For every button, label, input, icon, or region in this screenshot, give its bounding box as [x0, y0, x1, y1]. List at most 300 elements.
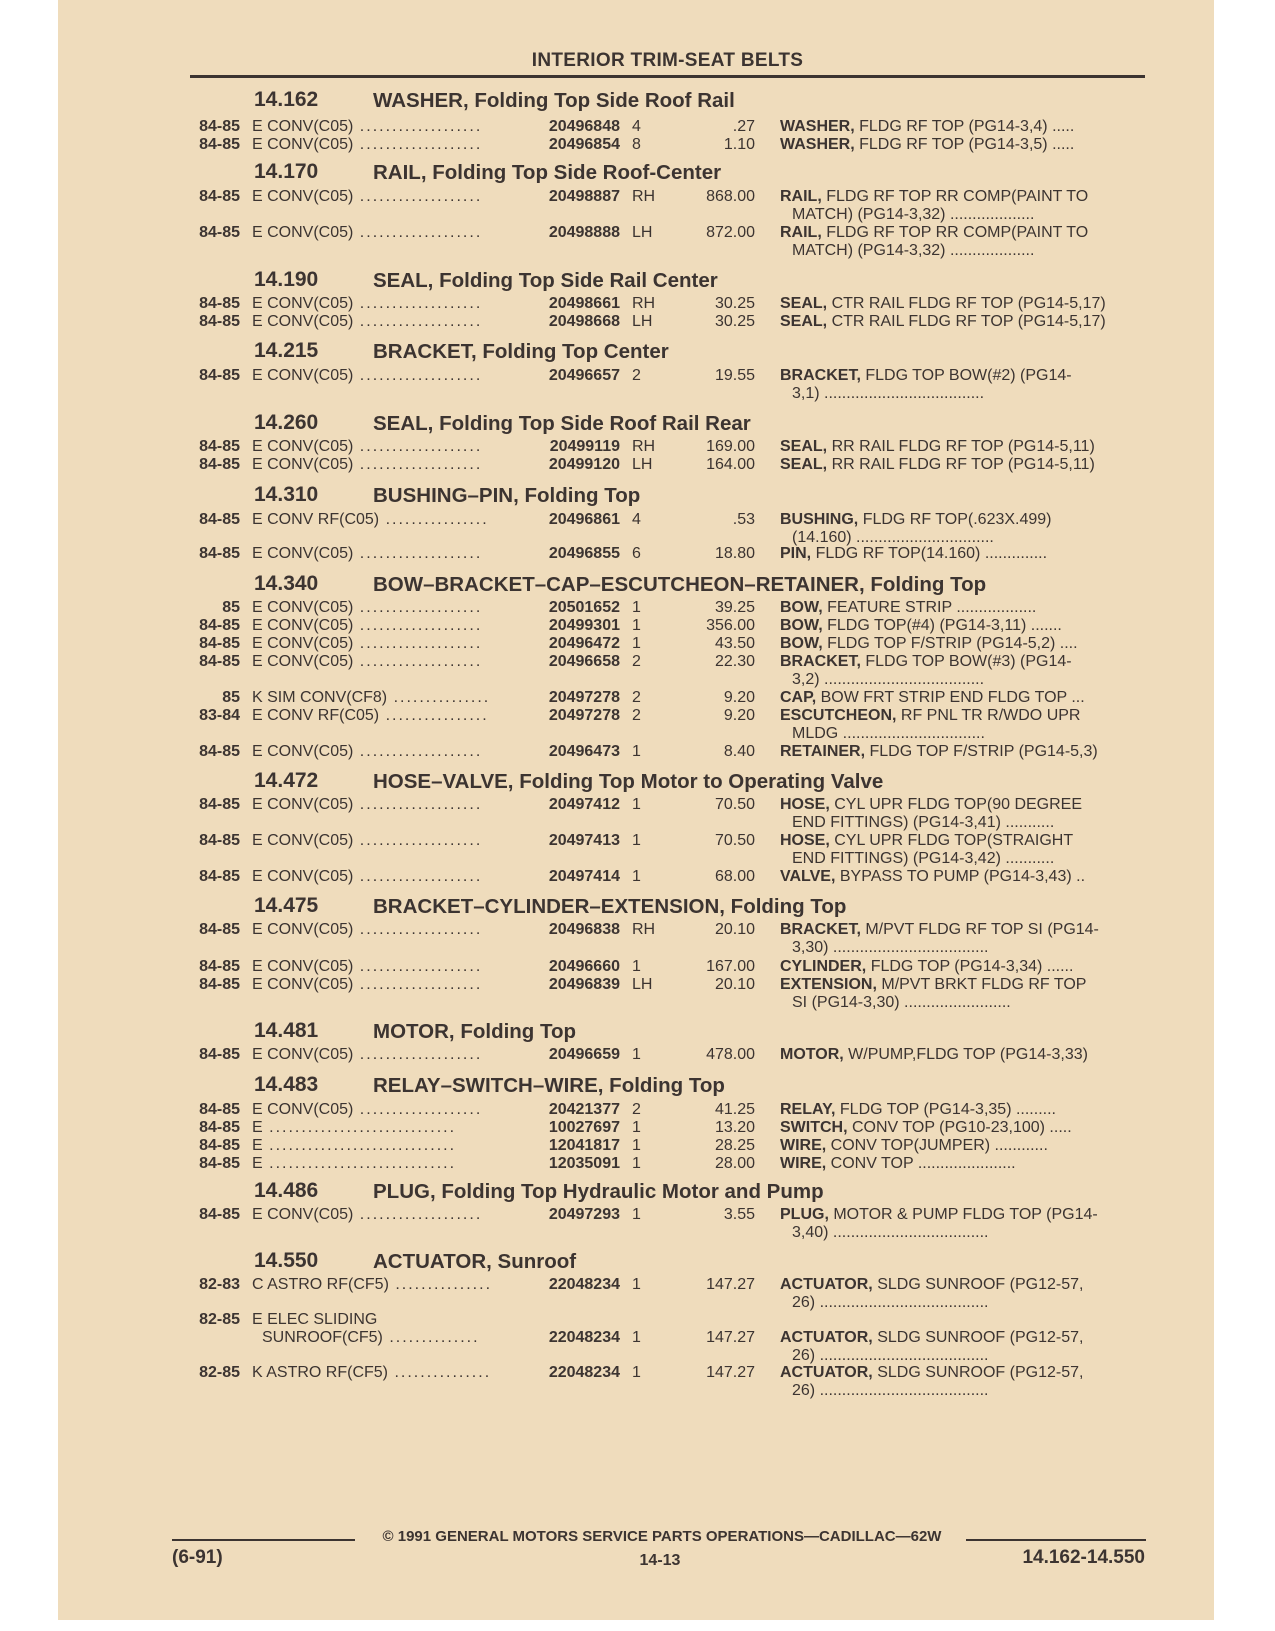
model-code	[252, 456, 522, 474]
part-description	[780, 635, 1140, 653]
description-key: CYLINDER,	[780, 958, 867, 975]
model-code-text: E	[252, 1137, 263, 1154]
model-code	[252, 958, 522, 976]
list-price: 169.00	[706, 438, 755, 455]
part-description	[780, 118, 1140, 136]
part-description	[780, 832, 1140, 850]
section-title-noun: MOTOR,	[373, 1020, 455, 1043]
part-number: 20499301	[548, 617, 620, 634]
leader-dots: ...................	[353, 868, 483, 885]
part-number: 20496658	[548, 653, 620, 670]
section-title-noun: BRACKET,	[373, 340, 477, 363]
model-code	[252, 118, 522, 136]
section-title	[373, 269, 718, 293]
part-row	[0, 1206, 1275, 1226]
description-continuation: END FITTINGS) (PG14-3,41) ...........	[792, 814, 1055, 831]
section-title-noun: BRACKET–CYLINDER–EXTENSION,	[373, 895, 725, 918]
quantity: RH	[632, 921, 656, 938]
part-row	[0, 511, 1275, 531]
list-price: 9.20	[723, 707, 755, 724]
footer-revision: (6-91)	[172, 1547, 223, 1568]
model-code-line1: E ELEC SLIDING	[252, 1311, 378, 1328]
model-years: 84-85	[199, 976, 240, 993]
part-number: 20498661	[548, 295, 620, 312]
part-number: 20501652	[548, 599, 620, 616]
part-number: 22048234	[548, 1276, 620, 1293]
section-title-rest: Folding Top	[460, 1020, 577, 1043]
page-title: INTERIOR TRIM-SEAT BELTS	[531, 50, 804, 71]
description-text: CONV TOP ......................	[830, 1155, 1016, 1172]
quantity: RH	[632, 295, 656, 312]
model-years: 84-85	[199, 617, 240, 634]
description-text: SLDG SUNROOF (PG12-57,	[877, 1364, 1084, 1381]
list-price: 147.27	[706, 1364, 755, 1381]
description-key: ACTUATOR,	[780, 1364, 873, 1381]
list-price: 147.27	[706, 1329, 755, 1346]
description-key: BOW,	[780, 617, 823, 634]
model-code	[252, 599, 522, 617]
list-price: 868.00	[706, 188, 755, 205]
model-code-text: E CONV(C05)	[252, 1101, 354, 1118]
model-code-text: E CONV(C05)	[252, 367, 354, 384]
part-number: 20499120	[548, 456, 620, 473]
part-number: 20497412	[548, 796, 620, 813]
description-key: WIRE,	[780, 1155, 827, 1172]
leader-dots: ...................	[353, 958, 483, 975]
description-text: FLDG TOP BOW(#3) (PG14-	[865, 653, 1072, 670]
model-years: 84-85	[199, 1155, 240, 1172]
description-key: WIRE,	[780, 1137, 827, 1154]
description-key: PLUG,	[780, 1206, 829, 1223]
description-continuation: 26) ......................................	[792, 1294, 989, 1311]
model-years: 84-85	[199, 832, 240, 849]
description-continuation: 26) ......................................	[792, 1382, 989, 1399]
part-row	[0, 1137, 1275, 1157]
model-code-text: E CONV(C05)	[252, 832, 354, 849]
section-title	[373, 1074, 725, 1098]
description-text: RF PNL TR R/WDO UPR	[900, 707, 1081, 724]
leader-dots: ...................	[353, 224, 483, 241]
section-number: 14.162	[254, 88, 319, 111]
leader-dots: ...................	[353, 921, 483, 938]
leader-dots: ................	[379, 707, 489, 724]
part-description	[780, 976, 1140, 994]
list-price: 70.50	[714, 796, 755, 813]
leader-dots: ...................	[353, 599, 483, 616]
leader-dots: ...................	[353, 456, 483, 473]
section-title-rest: Folding Top	[609, 1074, 725, 1097]
leader-dots: ...................	[353, 617, 483, 634]
description-continuation: 3,30) ...................................	[792, 939, 989, 956]
part-description	[780, 188, 1140, 206]
quantity: LH	[632, 224, 653, 241]
model-code-text: E CONV(C05)	[252, 599, 354, 616]
section-title	[373, 1250, 576, 1274]
model-code-text: E CONV(C05)	[252, 868, 354, 885]
quantity: RH	[632, 438, 656, 455]
model-code-text: E CONV(C05)	[252, 958, 354, 975]
section-title-noun: WASHER,	[373, 89, 469, 112]
leader-dots: ...................	[353, 635, 483, 652]
part-description	[780, 689, 1140, 707]
description-text: FLDG RF TOP RR COMP(PAINT TO	[826, 224, 1089, 241]
model-years: 83-84	[199, 707, 240, 724]
quantity: 2	[632, 1101, 641, 1118]
leader-dots: .............................	[262, 1119, 457, 1136]
quantity: 1	[632, 1119, 641, 1136]
section-title-rest: Folding Top Hydraulic Motor and Pump	[441, 1180, 824, 1203]
quantity: 1	[632, 796, 641, 813]
part-row	[0, 958, 1275, 978]
leader-dots: ...............	[387, 689, 491, 706]
model-code	[252, 635, 522, 653]
description-text: M/PVT BRKT FLDG RF TOP	[881, 976, 1087, 993]
description-text: FLDG TOP F/STRIP (PG14-5,3)	[869, 743, 1098, 760]
model-code	[252, 188, 522, 206]
description-continuation: 3,40) ...................................	[792, 1224, 989, 1241]
leader-dots: ...................	[353, 743, 483, 760]
model-code	[252, 743, 522, 761]
model-code	[252, 617, 522, 635]
part-row	[0, 1119, 1275, 1139]
quantity: 4	[632, 118, 641, 135]
model-code	[252, 545, 522, 563]
model-code-text: SUNROOF(CF5)	[262, 1329, 383, 1346]
model-code	[252, 136, 522, 154]
description-text: CTR RAIL FLDG RF TOP (PG14-5,17)	[831, 313, 1106, 330]
model-code-text: E CONV(C05)	[252, 295, 354, 312]
part-number: 20497278	[548, 707, 620, 724]
model-years: 85	[222, 689, 240, 706]
model-code	[252, 313, 522, 331]
description-text: CYL UPR FLDG TOP(90 DEGREE	[834, 796, 1083, 813]
model-years: 84-85	[199, 1119, 240, 1136]
part-description	[780, 313, 1140, 331]
description-text: RR RAIL FLDG RF TOP (PG14-5,11)	[831, 456, 1095, 473]
model-code-text: K ASTRO RF(CF5)	[252, 1364, 389, 1381]
model-code-text: E CONV(C05)	[252, 456, 354, 473]
list-price: 20.10	[714, 976, 755, 993]
model-code	[252, 832, 522, 850]
part-number: 20498888	[548, 224, 620, 241]
list-price: 20.10	[714, 921, 755, 938]
description-text: FLDG TOP (PG14-3,35) .........	[839, 1101, 1056, 1118]
description-key: WASHER,	[780, 118, 855, 135]
section-title-noun: RAIL,	[373, 161, 427, 184]
part-row	[0, 599, 1275, 619]
description-key: SEAL,	[780, 313, 828, 330]
part-description	[780, 224, 1140, 242]
leader-dots: ...............	[388, 1276, 493, 1293]
description-text: FLDG TOP (PG14-3,34) ......	[870, 958, 1074, 975]
section-title	[373, 895, 846, 919]
list-price: 28.00	[714, 1155, 755, 1172]
model-code	[252, 1137, 522, 1155]
description-text: CONV TOP (PG10-23,100) .....	[852, 1119, 1072, 1136]
list-price: 19.55	[714, 367, 755, 384]
model-code	[252, 976, 522, 994]
part-number: 20496855	[548, 545, 620, 562]
model-code	[252, 921, 522, 939]
model-years: 84-85	[199, 118, 240, 135]
quantity: 1	[632, 1276, 641, 1293]
model-years: 84-85	[199, 653, 240, 670]
part-description	[780, 1364, 1140, 1382]
quantity: 1	[632, 1329, 641, 1346]
list-price: 30.25	[714, 313, 755, 330]
description-key: ACTUATOR,	[780, 1329, 873, 1346]
model-years: 84-85	[199, 1046, 240, 1063]
quantity: 1	[632, 1155, 641, 1172]
description-text: FLDG RF TOP RR COMP(PAINT TO	[826, 188, 1089, 205]
model-years: 84-85	[199, 958, 240, 975]
list-price: .27	[732, 118, 755, 135]
model-code-text: E CONV(C05)	[252, 224, 354, 241]
model-years: 84-85	[199, 635, 240, 652]
footer-copyright: © 1991 GENERAL MOTORS SERVICE PARTS OPERATIONS—CADILLAC—62W	[382, 1528, 942, 1545]
leader-dots: ...................	[353, 545, 483, 562]
description-key: RELAY,	[780, 1101, 836, 1118]
model-years: 84-85	[199, 295, 240, 312]
list-price: 68.00	[714, 868, 755, 885]
model-code	[252, 295, 522, 313]
part-row	[0, 545, 1275, 565]
model-code-text: E CONV(C05)	[252, 313, 354, 330]
part-row	[0, 707, 1275, 727]
part-row	[0, 1364, 1275, 1384]
part-number: 20496660	[548, 958, 620, 975]
footer-rule-left	[172, 1539, 355, 1541]
description-text: CYL UPR FLDG TOP(STRAIGHT	[834, 832, 1074, 849]
part-number: 20497413	[548, 832, 620, 849]
section-title-rest: Folding Top Side Roof Rail	[474, 89, 735, 112]
model-code-text: E CONV(C05)	[252, 1206, 354, 1223]
leader-dots: ...................	[353, 136, 483, 153]
part-description	[780, 1276, 1140, 1294]
model-code-text: E CONV RF(C05)	[252, 707, 380, 724]
quantity: 8	[632, 136, 641, 153]
section-title-rest: Folding Top	[870, 573, 987, 596]
model-code	[252, 1276, 522, 1294]
description-text: FEATURE STRIP ..................	[827, 599, 1037, 616]
model-years: 84-85	[199, 1206, 240, 1223]
description-continuation: END FITTINGS) (PG14-3,42) ...........	[792, 850, 1055, 867]
section-title-noun: HOSE–VALVE,	[373, 770, 514, 793]
section-title	[373, 340, 669, 364]
part-row	[0, 367, 1275, 387]
section-title-noun: PLUG,	[373, 1180, 436, 1203]
model-code	[252, 868, 522, 886]
leader-dots: ...................	[353, 1101, 483, 1118]
title-rule	[190, 75, 1145, 78]
model-code	[252, 1311, 522, 1329]
part-number: 20496854	[548, 136, 620, 153]
leader-dots: ...................	[353, 653, 483, 670]
description-text: CTR RAIL FLDG RF TOP (PG14-5,17)	[831, 295, 1106, 312]
section-title-rest: Folding Top	[524, 484, 641, 507]
part-description	[780, 295, 1140, 313]
list-price: 41.25	[714, 1101, 755, 1118]
part-description	[780, 958, 1140, 976]
model-code	[252, 1046, 522, 1064]
part-row	[0, 313, 1275, 333]
section-title	[373, 89, 735, 113]
description-text: FLDG TOP F/STRIP (PG14-5,2) ....	[827, 635, 1078, 652]
section-title	[373, 412, 751, 436]
model-years: 84-85	[199, 743, 240, 760]
quantity: LH	[632, 976, 653, 993]
section-number: 14.260	[254, 411, 319, 434]
section-title-rest: Folding Top	[730, 895, 847, 918]
description-key: ESCUTCHEON,	[780, 707, 897, 724]
description-text: BOW FRT STRIP END FLDG TOP ...	[820, 689, 1085, 706]
quantity: RH	[632, 188, 656, 205]
part-row	[0, 1101, 1275, 1121]
model-years: 84-85	[199, 188, 240, 205]
quantity: 2	[632, 367, 641, 384]
description-key: MOTOR,	[780, 1046, 844, 1063]
section-number: 14.190	[254, 268, 319, 291]
section-title	[373, 1020, 576, 1044]
model-code-text: E CONV(C05)	[252, 1046, 354, 1063]
model-years: 84-85	[199, 224, 240, 241]
description-key: CAP,	[780, 689, 817, 706]
model-code-text: K SIM CONV(CF8)	[252, 689, 388, 706]
part-row	[0, 635, 1275, 655]
part-row	[0, 796, 1275, 816]
part-row	[0, 689, 1275, 709]
list-price: 164.00	[706, 456, 755, 473]
model-years: 85	[222, 599, 240, 616]
model-code-text: E CONV(C05)	[252, 796, 354, 813]
model-code	[252, 438, 522, 456]
part-description	[780, 921, 1140, 939]
quantity: 2	[632, 653, 641, 670]
model-years: 84-85	[199, 1137, 240, 1154]
description-key: SEAL,	[780, 456, 828, 473]
model-code	[252, 367, 522, 385]
description-key: PIN,	[780, 545, 812, 562]
part-description	[780, 1101, 1140, 1119]
list-price: 9.20	[723, 689, 755, 706]
part-number: 20497293	[548, 1206, 620, 1223]
description-text: FLDG RF TOP(.623X.499)	[862, 511, 1052, 528]
part-number: 12041817	[548, 1137, 620, 1154]
part-row	[0, 1046, 1275, 1066]
description-text: SLDG SUNROOF (PG12-57,	[877, 1276, 1084, 1293]
part-number: 20496473	[548, 743, 620, 760]
part-description	[780, 1137, 1140, 1155]
section-number: 14.481	[254, 1019, 319, 1042]
description-continuation: 3,1) ....................................	[792, 385, 985, 402]
description-continuation: 26) ......................................	[792, 1347, 989, 1364]
leader-dots: ...................	[353, 118, 483, 135]
section-title-noun: SEAL,	[373, 412, 434, 435]
description-key: SWITCH,	[780, 1119, 848, 1136]
description-key: RAIL,	[780, 224, 822, 241]
quantity: 2	[632, 689, 641, 706]
part-description	[780, 1155, 1140, 1173]
description-text: FLDG TOP BOW(#2) (PG14-	[865, 367, 1072, 384]
description-text: W/PUMP,FLDG TOP (PG14-3,33)	[848, 1046, 1088, 1063]
part-description	[780, 796, 1140, 814]
section-title-noun: BUSHING–PIN,	[373, 484, 519, 507]
description-key: BRACKET,	[780, 921, 861, 938]
leader-dots: .............................	[262, 1137, 457, 1154]
part-row	[0, 617, 1275, 637]
model-years: 84-85	[199, 796, 240, 813]
part-number: 20499119	[549, 438, 620, 455]
part-description	[780, 707, 1140, 725]
section-number: 14.472	[254, 769, 319, 792]
quantity: 4	[632, 511, 641, 528]
model-code-text: E CONV(C05)	[252, 188, 354, 205]
description-continuation: 3,2) ....................................	[792, 671, 985, 688]
part-description	[780, 438, 1140, 456]
description-text: FLDG RF TOP (PG14-3,4) .....	[859, 118, 1075, 135]
model-years: 84-85	[199, 545, 240, 562]
list-price: 70.50	[714, 832, 755, 849]
model-years: 84-85	[199, 921, 240, 938]
leader-dots: ..............	[382, 1329, 480, 1346]
description-key: BRACKET,	[780, 653, 861, 670]
leader-dots: ...................	[353, 313, 483, 330]
quantity: LH	[632, 456, 653, 473]
description-key: EXTENSION,	[780, 976, 877, 993]
section-title-rest: Folding Top Side Roof-Center	[432, 161, 722, 184]
leader-dots: ...................	[353, 367, 483, 384]
list-price: 147.27	[706, 1276, 755, 1293]
section-title	[373, 484, 640, 508]
description-key: BUSHING,	[780, 511, 859, 528]
part-row	[0, 1155, 1275, 1175]
model-code	[252, 1206, 522, 1224]
model-years: 82-83	[199, 1276, 240, 1293]
part-description	[780, 1206, 1140, 1224]
description-text: RR RAIL FLDG RF TOP (PG14-5,11)	[831, 438, 1095, 455]
description-continuation: SI (PG14-3,30) ........................	[792, 994, 1011, 1011]
list-price: .53	[732, 511, 755, 528]
part-row	[0, 743, 1275, 763]
section-number: 14.486	[254, 1179, 319, 1202]
quantity: 1	[632, 635, 641, 652]
list-price: 43.50	[714, 635, 755, 652]
part-description	[780, 653, 1140, 671]
section-title-rest: Folding Top Motor to Operating Valve	[519, 770, 884, 793]
description-text: SLDG SUNROOF (PG12-57,	[877, 1329, 1084, 1346]
model-years: 84-85	[199, 511, 240, 528]
model-code-text: E CONV(C05)	[252, 635, 354, 652]
leader-dots: .............................	[262, 1155, 457, 1172]
model-years: 84-85	[199, 367, 240, 384]
section-title	[373, 161, 721, 185]
leader-dots: ................	[379, 511, 489, 528]
part-number: 12035091	[548, 1155, 620, 1172]
description-key: VALVE,	[780, 868, 836, 885]
model-code-text: E CONV(C05)	[252, 743, 354, 760]
model-code	[252, 511, 522, 529]
part-description	[780, 599, 1140, 617]
model-years: 84-85	[199, 136, 240, 153]
part-number: 20496848	[548, 118, 620, 135]
part-row	[0, 832, 1275, 852]
section-title	[373, 770, 883, 794]
leader-dots: ...................	[353, 832, 483, 849]
quantity: 1	[632, 1046, 641, 1063]
list-price: 13.20	[714, 1119, 755, 1136]
part-number: 20496861	[548, 511, 620, 528]
model-code	[252, 1364, 522, 1382]
